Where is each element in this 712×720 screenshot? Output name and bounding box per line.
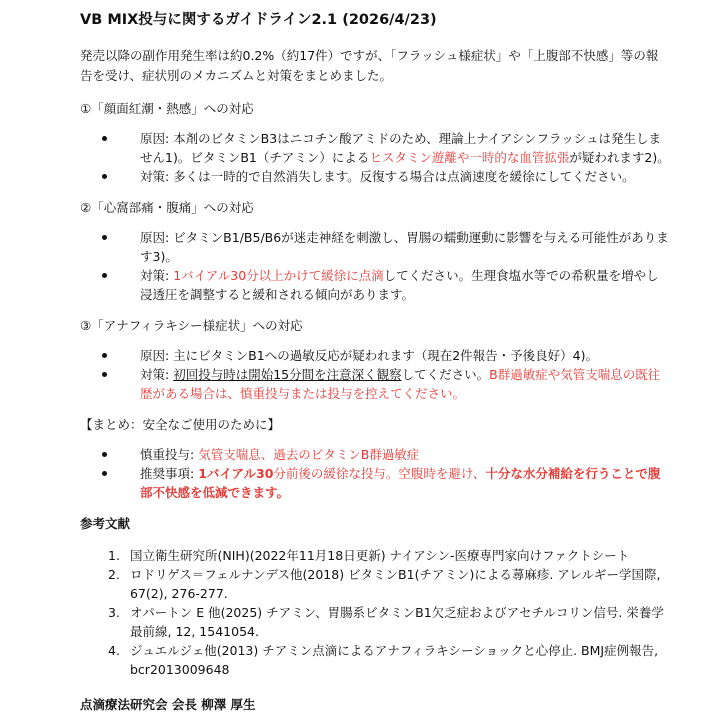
section-2-list [80,228,670,304]
section-3-heading: ③「アナフィラキシー様症状」への対応 [80,318,303,333]
section-2-measure: 対策: 1バイアル30分以上かけて緩徐に点滴してください。生理食塩水等での希釈量を増やし浸透圧を調整すると緩和される傾向があります。 [140,266,670,304]
bullet-dot-icon [102,353,107,358]
section-1-heading: ①「顔面紅潮・熱感」への対応 [80,101,254,116]
section-1-measure: 対策: 多くは一時的で自然消失します。反復する場合は点滴速度を緩徐にしてください。 [140,167,670,186]
references-heading: 参考文献 [80,516,131,531]
highlight-text: 気管支喘息、過去のビタミンB群過敏症 [198,447,420,462]
section-1-list [80,129,670,186]
reference-item: 2. ロドリゲス＝フェルナンデス他(2018) ビタミンB1(チアミン)による蕁麻疹. アレルギー学国際, 67(2), 276-277. [108,567,661,601]
document-title: VB MIX投与に関するガイドライン2.1 (2026/4/23) [80,12,437,28]
highlight-text: 分前後の緩徐な投与。空腹時を避け、 [273,466,486,481]
highlight-text: B群過敏症や気管支喘息の既往歴がある場合は、慎重投与または投与を控えてください。 [140,367,661,401]
summary-list [80,445,670,502]
highlight-text: ヒスタミン遊離や一時的な血管拡張 [369,150,570,165]
intro-paragraph: 発売以降の副作用発生率は約0.2%（約17件）ですが、「フラッシュ様症状」や「上腹部不快感」等の報告を受け、症状別のメカニズムと対策をまとめました。 [80,48,659,83]
section-1-cause: 原因: 本剤のビタミンB3はニコチン酸アミドのため、理論上ナイアシンフラッシュは発生しません1)。ビタミンB1（チアミン）によるヒスタミン遊離や一時的な血管拡張が疑われます2)。 [140,129,670,167]
summary-recommendation: 推奨事項: 1バイアル30分前後の緩徐な投与。空腹時を避け、十分な水分補給を行うことで腹部不快感を低減できます。 [140,464,670,502]
highlight-text: 1バイアル30 [198,466,274,481]
underlined-text: 初回投与時は開始15分間を注意深く観察 [173,367,402,382]
highlight-text: 1バイアル30分以上かけて緩徐に点滴 [173,268,384,283]
section-3-measure: 対策: 初回投与時は開始15分間を注意深く観察してください。B群過敏症や気管支喘息の既往歴がある場合は、慎重投与または投与を控えてください。 [140,365,670,403]
highlight-text: 十分な水分補給を行うことで腹部不快感を低減できます。 [140,466,661,500]
section-2-heading: ②「心窩部痛・腹痛」への対応 [80,200,254,215]
bullet-dot-icon [102,136,107,141]
bullet-dot-icon [102,273,107,278]
document-page [80,10,670,715]
section-3-list [80,346,670,403]
references-list [80,546,670,679]
reference-item: 4. ジュエルジェ他(2013) チアミン点滴によるアナフィラキシーショックと心停止. BMJ症例報告, bcr2013009648 [108,643,659,677]
bullet-dot-icon [102,235,107,240]
section-3-cause: 原因: 主にビタミンB1への過敏反応が疑われます（現在2件報告・予後良好）4)。 [140,346,670,365]
bullet-dot-icon [102,372,107,377]
summary-caution: 慎重投与: 気管支喘息、過去のビタミンB群過敏症 [140,445,670,464]
reference-item: 3. オパートン E 他(2025) チアミン、胃腸系ビタミンB1欠乏症およびアセチルコリン信号. 栄養学最前線, 12, 1541054. [108,605,664,639]
bullet-dot-icon [102,471,107,476]
signature: 点滴療法研究会 会長 柳澤 厚生 [80,697,256,712]
summary-heading: 【まとめ：安全なご使用のために】 [80,417,281,432]
section-2-cause: 原因: ビタミンB1/B5/B6が迷走神経を刺激し、胃腸の蠕動運動に影響を与える可能性があります3)。 [140,228,670,266]
reference-item: 1. 国立衛生研究所(NIH)(2022年11月18日更新) ナイアシン-医療専門家向けファクトシート [108,548,630,563]
bullet-dot-icon [102,174,107,179]
bullet-dot-icon [102,452,107,457]
